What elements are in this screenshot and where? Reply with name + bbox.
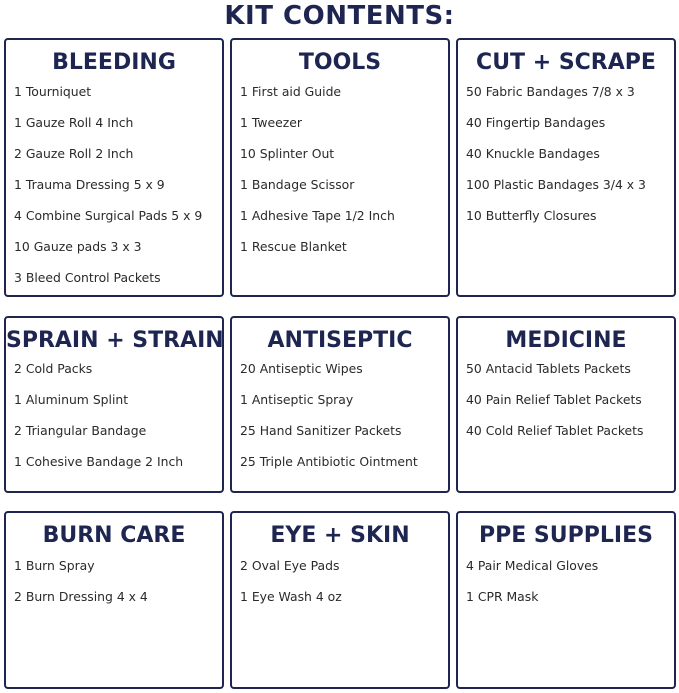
list-item: 4 Combine Surgical Pads 5 x 9 bbox=[14, 208, 203, 223]
card-title: CUT + SCRAPE bbox=[476, 50, 656, 75]
list-item: 4 Pair Medical Gloves bbox=[466, 558, 599, 573]
list-item: 40 Cold Relief Tablet Packets bbox=[466, 423, 644, 438]
card-title: PPE SUPPLIES bbox=[479, 523, 653, 548]
card-eye-skin bbox=[230, 511, 450, 689]
list-item: 2 Cold Packs bbox=[14, 361, 93, 376]
list-item: 10 Splinter Out bbox=[240, 146, 335, 161]
list-item: 1 Eye Wash 4 oz bbox=[240, 589, 342, 604]
list-item: 2 Burn Dressing 4 x 4 bbox=[14, 589, 148, 604]
list-item: 3 Bleed Control Packets bbox=[14, 270, 161, 285]
page-title: KIT CONTENTS: bbox=[224, 1, 455, 31]
list-item: 40 Fingertip Bandages bbox=[466, 115, 606, 130]
card-antiseptic bbox=[230, 316, 450, 493]
card-title: SPRAIN + STRAIN bbox=[6, 328, 224, 353]
card-title: ANTISEPTIC bbox=[267, 328, 413, 353]
item-list bbox=[14, 361, 218, 485]
card-medicine bbox=[456, 316, 676, 493]
card-burn-care bbox=[4, 511, 224, 689]
list-item: 1 Trauma Dressing 5 x 9 bbox=[14, 177, 165, 192]
list-item: 1 Rescue Blanket bbox=[240, 239, 347, 254]
item-list bbox=[14, 84, 218, 301]
list-item: 1 Aluminum Splint bbox=[14, 392, 129, 407]
card-cut-scrape bbox=[456, 38, 676, 297]
list-item: 1 Antiseptic Spray bbox=[240, 392, 354, 407]
list-item: 2 Triangular Bandage bbox=[14, 423, 147, 438]
card-bleeding bbox=[4, 38, 224, 297]
list-item: 20 Antiseptic Wipes bbox=[240, 361, 363, 376]
card-title: MEDICINE bbox=[505, 328, 627, 353]
list-item: 40 Pain Relief Tablet Packets bbox=[466, 392, 642, 407]
list-item: 1 Tweezer bbox=[240, 115, 302, 130]
list-item: 1 Adhesive Tape 1/2 Inch bbox=[240, 208, 395, 223]
card-title: TOOLS bbox=[298, 50, 382, 75]
item-list bbox=[14, 558, 218, 620]
list-item: 1 Cohesive Bandage 2 Inch bbox=[14, 454, 184, 469]
list-item: 10 Gauze pads 3 x 3 bbox=[14, 239, 142, 254]
card-title: EYE + SKIN bbox=[270, 523, 410, 548]
list-item: 1 Burn Spray bbox=[14, 558, 95, 573]
item-list bbox=[466, 558, 670, 620]
list-item: 2 Oval Eye Pads bbox=[240, 558, 340, 573]
list-item: 40 Knuckle Bandages bbox=[466, 146, 600, 161]
list-item: 50 Antacid Tablets Packets bbox=[466, 361, 631, 376]
list-item: 1 CPR Mask bbox=[466, 589, 539, 604]
item-list bbox=[240, 558, 444, 620]
list-item: 1 Tourniquet bbox=[14, 84, 92, 99]
list-item: 25 Triple Antibiotic Ointment bbox=[240, 454, 418, 469]
card-title: BLEEDING bbox=[52, 50, 176, 75]
list-item: 50 Fabric Bandages 7/8 x 3 bbox=[466, 84, 635, 99]
item-list bbox=[240, 84, 444, 270]
card-sprain-strain bbox=[4, 316, 224, 493]
item-list bbox=[466, 84, 670, 239]
list-item: 1 First aid Guide bbox=[240, 84, 342, 99]
item-list bbox=[240, 361, 444, 485]
list-item: 1 Bandage Scissor bbox=[240, 177, 355, 192]
list-item: 100 Plastic Bandages 3/4 x 3 bbox=[466, 177, 646, 192]
card-title: BURN CARE bbox=[42, 523, 186, 548]
card-ppe-supplies bbox=[456, 511, 676, 689]
list-item: 10 Butterfly Closures bbox=[466, 208, 597, 223]
list-item: 2 Gauze Roll 2 Inch bbox=[14, 146, 134, 161]
card-tools bbox=[230, 38, 450, 297]
item-list bbox=[466, 361, 670, 454]
list-item: 25 Hand Sanitizer Packets bbox=[240, 423, 402, 438]
list-item: 1 Gauze Roll 4 Inch bbox=[14, 115, 134, 130]
